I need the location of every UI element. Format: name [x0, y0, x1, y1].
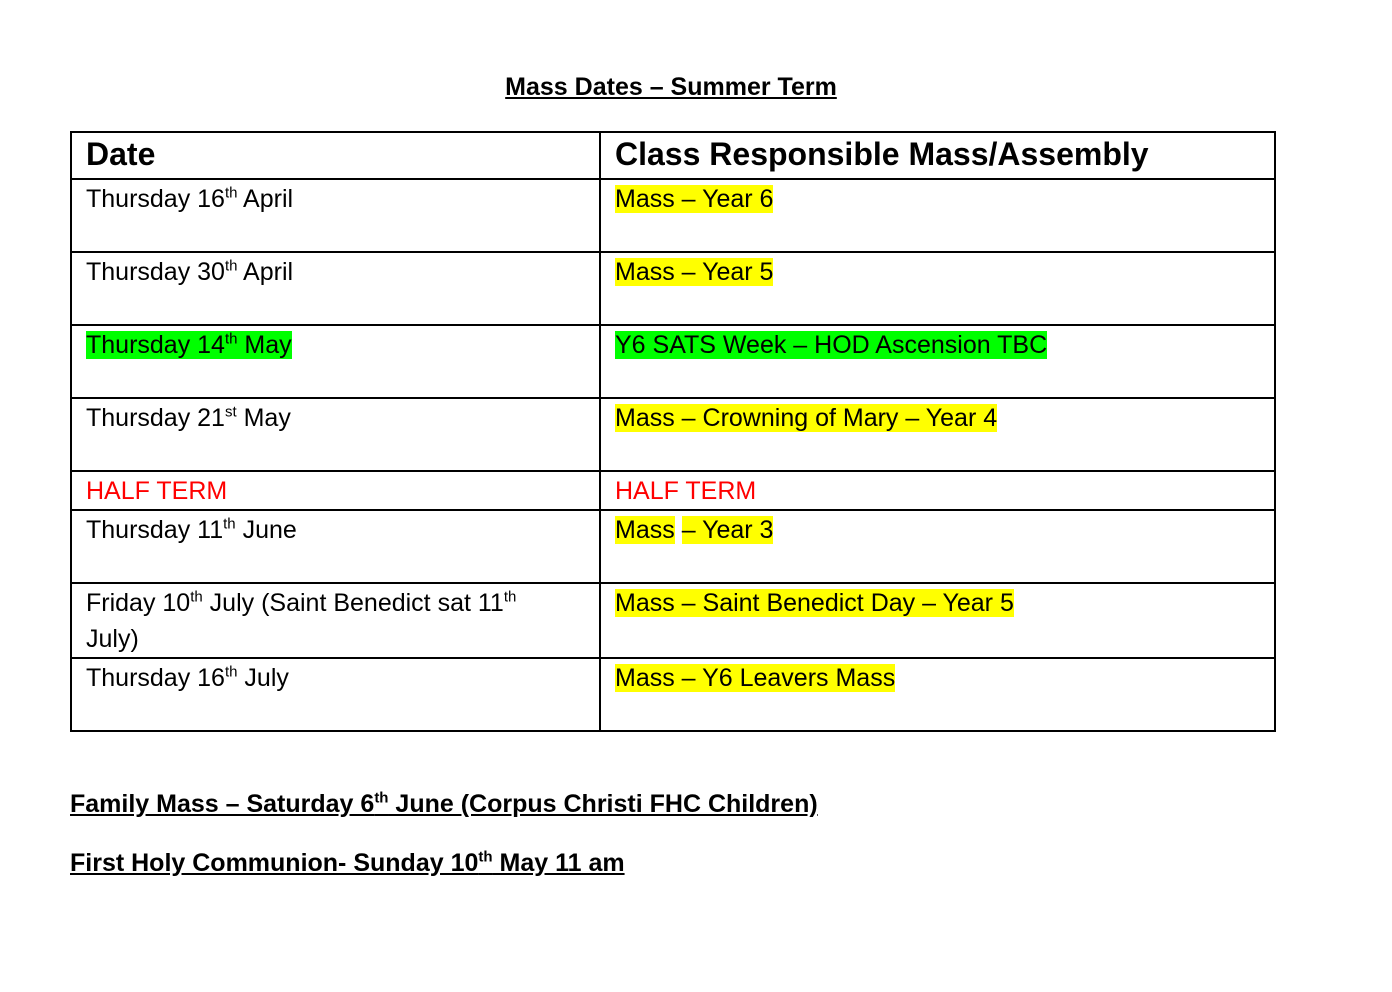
event-cell [600, 252, 1275, 325]
family-mass-note: Family Mass – Saturday 6th June (Corpus Christi FHC Children) [70, 789, 818, 818]
date-text: Thursday 21st May [86, 403, 291, 432]
date-cell [71, 583, 600, 658]
header-date: Date [71, 132, 600, 179]
date-cell [71, 179, 600, 252]
table-row [71, 398, 1275, 471]
table-row [71, 179, 1275, 252]
date-cell [71, 325, 600, 398]
date-text: Friday 10th July (Saint Benedict sat 11th July) [86, 588, 517, 653]
date-text: Thursday 16th April [86, 184, 294, 213]
table-row [71, 325, 1275, 398]
first-holy-communion-note: First Holy Communion- Sunday 10th May 11 am [70, 848, 625, 877]
event-text: Mass – Saint Benedict Day – Year 5 [615, 589, 1014, 617]
event-cell [600, 179, 1275, 252]
event-cell [600, 510, 1275, 583]
date-text: Thursday 14th May [86, 330, 292, 359]
event-cell [600, 398, 1275, 471]
event-cell [600, 658, 1275, 731]
event-text-part: Mass [615, 516, 675, 544]
table-row [71, 510, 1275, 583]
event-text-part: – Year 3 [681, 516, 774, 544]
table-row-half-term [71, 471, 1275, 510]
date-cell [71, 510, 600, 583]
event-text: Mass – Y6 Leavers Mass [615, 664, 896, 692]
event-cell: HALF TERM [600, 471, 1275, 510]
date-cell [71, 398, 600, 471]
page-title-text: Mass Dates – Summer Term [505, 73, 837, 101]
date-text: Thursday 11th June [86, 515, 297, 544]
table-row [71, 583, 1275, 658]
event-text: Mass – Crowning of Mary – Year 4 [615, 404, 998, 432]
date-text: Thursday 30th April [86, 257, 294, 286]
date-text: Thursday 16th July [86, 663, 289, 692]
event-cell [600, 325, 1275, 398]
event-text: Mass – Year 5 [615, 258, 774, 286]
event-text: Y6 SATS Week – HOD Ascension TBC [615, 331, 1048, 359]
date-cell [71, 658, 600, 731]
event-cell [600, 583, 1275, 658]
header-class-responsible: Class Responsible Mass/Assembly [600, 132, 1275, 179]
date-cell: HALF TERM [71, 471, 600, 510]
page-title [0, 73, 1342, 102]
table-row [71, 658, 1275, 731]
event-text: Mass – Year 6 [615, 185, 774, 213]
table-header-row [71, 132, 1275, 179]
mass-schedule-table [70, 131, 1276, 732]
table-row [71, 252, 1275, 325]
date-cell [71, 252, 600, 325]
